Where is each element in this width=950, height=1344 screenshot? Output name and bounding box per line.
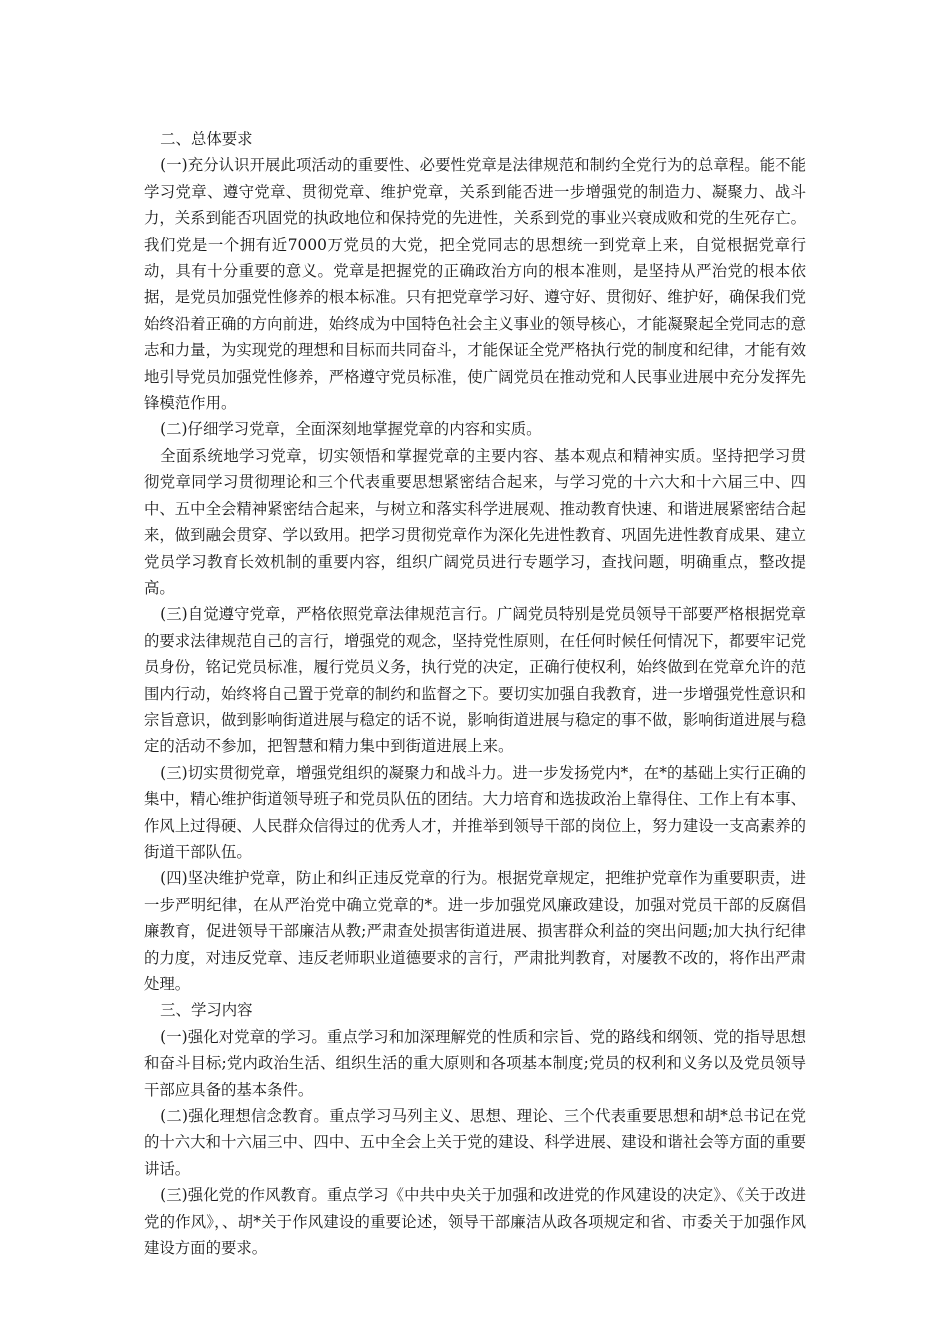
paragraph-6: (四)坚决维护党章，防止和纠正违反党章的行为。根据党章规定，把维护党章作为重要职责，进一步严明纪律，在从严治党中确立党章的*。进一步加强党风廉政建设，加强对党员干部的反腐倡廉教育，促进领导干部廉洁从教;严肃查处损害街道进展、损害群众利益的突出问题;加大执行纪律的力度，对违反党章、违反老师职业道德要求的言行，严肃批判教育，对屡教不改的，将作出严肃处理。 <box>144 869 806 993</box>
paragraph-5: (三)切实贯彻党章，增强党组织的凝聚力和战斗力。进一步发扬党内*，在*的基础上实行正确的集中，精心维护街道领导班子和党员队伍的团结。大力培育和选拔政治上靠得住、工作上有本事、作风上过得硬、人民群众信得过的优秀人才，并推举到领导干部的岗位上，努力建设一支高素养的街道干部队伍。 <box>144 763 806 861</box>
paragraph-7: (一)强化对党章的学习。重点学习和加深理解党的性质和宗旨、党的路线和纲领、党的指导思想和奋斗目标;党内政治生活、组织生活的重大原则和各项基本制度;党员的权利和义务以及党员领导干部应具备的基本条件。 <box>144 1027 806 1099</box>
section-heading-study-content: 三、学习内容 <box>160 1001 253 1020</box>
section-heading-general-requirements: 二、总体要求 <box>160 130 253 148</box>
paragraph-3: 全面系统地学习党章，切实领悟和掌握党章的主要内容、基本观点和精神实质。坚持把学习贯彻党章同学习贯彻理论和三个代表重要思想紧密结合起来，与学习党的十六大和十六届三中、四中、五中全会精神紧密结合起来，与树立和落实科学进展观、推动教育快速、和谐进展紧密结合起来，做到融会贯穿、学以致用。把学习贯彻党章作为深化先进性教育、巩固先进性教育成果、建立党员学习教育长效机制的重要内容，组织广阔党员进行专题学习，查找问题，明确重点，整改提高。 <box>144 446 806 597</box>
document-body <box>144 126 806 1261</box>
paragraph-9: (三)强化党的作风教育。重点学习《中共中央关于加强和改进党的作风建设的决定》、《关于改进党的作风》，、胡*关于作风建设的重要论述，领导干部廉洁从政各项规定和省、市委关于加强作风建设方面的要求。 <box>144 1186 806 1258</box>
paragraph-2: (二)仔细学习党章，全面深刻地掌握党章的内容和实质。 <box>160 420 542 439</box>
paragraph-8: (二)强化理想信念教育。重点学习马列主义、思想、理论、三个代表重要思想和胡*总书记在党的十六大和十六届三中、四中、五中全会上关于党的建设、科学进展、建设和谐社会等方面的重要讲话。 <box>144 1107 806 1178</box>
paragraph-1: (一)充分认识开展此项活动的重要性、必要性党章是法律规范和制约全党行为的总章程。能不能学习党章、遵守党章、贯彻党章、维护党章，关系到能否进一步增强党的制造力、凝聚力、战斗力，关系到能否巩固党的执政地位和保持党的先进性，关系到党的事业兴衰成败和党的生死存亡。我们党是一个拥有近7000万党员的大党，把全党同志的思想统一到党章上来，自觉根据党章行动，具有十分重要的意义。党章是把握党的正确政治方向的根本准则，是坚持从严治党的根本依据，是党员加强党性修养的根本标准。只有把党章学习好、遵守好、贯彻好、维护好，确保我们党始终沿着正确的方向前进，始终成为中国特色社会主义事业的领导核心，才能凝聚起全党同志的意志和力量，为实现党的理想和目标而共同奋斗，才能保证全党严格执行党的制度和纪律，才能有效地引导党员加强党性修养，严格遵守党员标准，使广阔党员在推动党和人民事业进展中充分发挥先锋模范作用。 <box>144 156 806 413</box>
paragraph-4: (三)自觉遵守党章，严格依照党章法律规范言行。广阔党员特别是党员领导干部要严格根据党章的要求法律规范自己的言行，增强党的观念，坚持党性原则，在任何时候任何情况下，都要牢记党员身份，铭记党员标准，履行党员义务，执行党的决定，正确行使权利，始终做到在党章允许的范围内行动，始终将自己置于党章的制约和监督之下。要切实加强自我教育，进一步增强党性意识和宗旨意识，做到影响街道进展与稳定的话不说，影响街道进展与稳定的事不做，影响街道进展与稳定的活动不参加，把智慧和精力集中到街道进展上来。 <box>144 605 806 756</box>
